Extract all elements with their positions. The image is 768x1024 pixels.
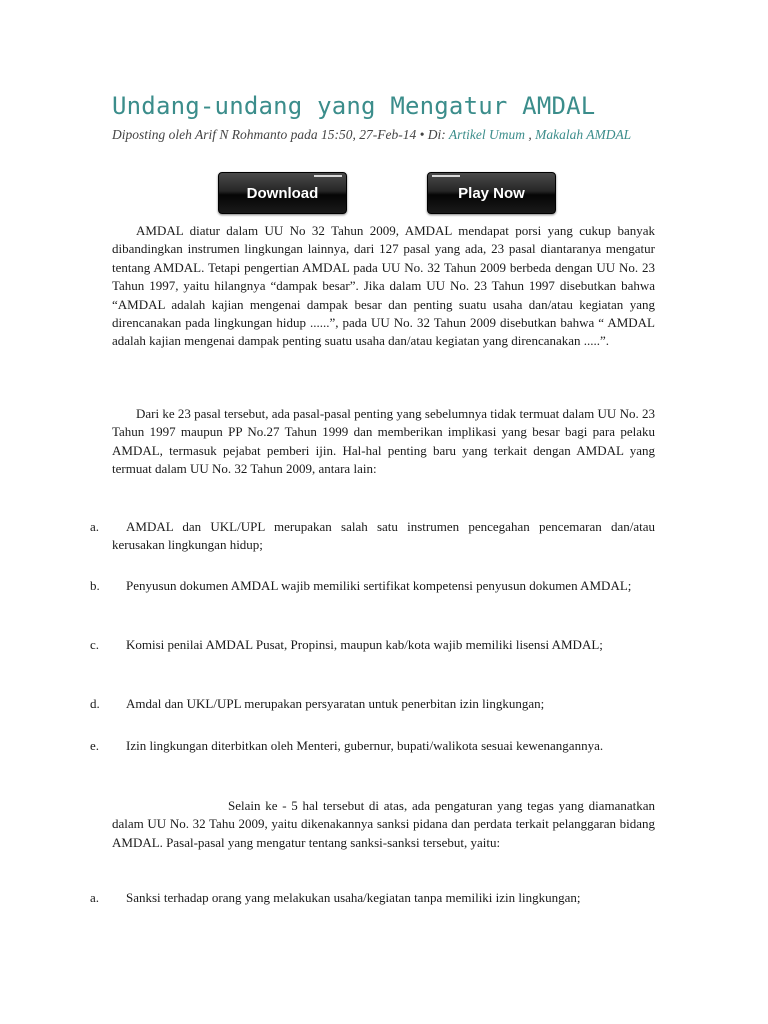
list-item xyxy=(90,889,655,907)
list-item xyxy=(90,695,655,713)
list-marker: b. xyxy=(90,578,100,593)
list-marker: c. xyxy=(90,637,100,652)
list-marker: a. xyxy=(90,890,100,905)
list-item-text: Komisi penilai AMDAL Pusat, Propinsi, maupun kab/kota wajib memiliki lisensi AMDAL; xyxy=(126,637,603,652)
download-button[interactable] xyxy=(218,172,347,214)
post-meta xyxy=(112,126,672,144)
post-author-date: Diposting oleh Arif N Rohmanto pada 15:50, 27-Feb-14 xyxy=(112,127,417,142)
list-item xyxy=(90,636,655,654)
list-item-text: Penyusun dokumen AMDAL wajib memiliki sertifikat kompetensi penyusun dokumen AMDAL; xyxy=(126,578,632,593)
list-item xyxy=(90,577,655,595)
list-item-text: Izin lingkungan diterbitkan oleh Menteri, gubernur, bupati/walikota sesuai kewenangannya. xyxy=(126,738,604,753)
category-separator: , xyxy=(524,127,536,142)
list-marker: d. xyxy=(90,696,100,711)
list-marker: e. xyxy=(90,738,100,753)
play-now-button-label: Play Now xyxy=(458,184,525,202)
meta-separator: • Di: xyxy=(416,127,449,142)
list-item-text: Sanksi terhadap orang yang melakukan usaha/kegiatan tanpa memiliki izin lingkungan; xyxy=(126,890,581,905)
page-title: Undang-undang yang Mengatur AMDAL xyxy=(112,92,596,120)
category-link-makalah-amdal[interactable]: Makalah AMDAL xyxy=(535,127,632,142)
list-item-text: AMDAL dan UKL/UPL merupakan salah satu instrumen pencegahan pencemaran dan/atau kerusakan lingkungan hidup; xyxy=(112,519,655,553)
play-now-button[interactable] xyxy=(427,172,556,214)
paragraph-sanksi: Selain ke - 5 hal tersebut di atas, ada pengaturan yang tegas yang diamanatkan dalam UU No. 32 Tahu 2009, yaitu dikenakannya sanksi pidana dan perdata terkait pelanggaran bidang AMDAL. Pasal-pasal yang mengatur tentang sanksi-sanksi tersebut, yaitu: xyxy=(112,798,655,850)
list-item xyxy=(90,737,655,755)
list-item xyxy=(90,518,655,555)
list-item-text: Amdal dan UKL/UPL merupakan persyaratan untuk penerbitan izin lingkungan; xyxy=(126,696,545,711)
paragraph-intro: AMDAL diatur dalam UU No 32 Tahun 2009, AMDAL mendapat porsi yang cukup banyak dibandingkan instrumen lingkungan lainnya, dari 127 pasal yang ada, 23 pasal diantaranya mengatur tentang AMDAL. Tetapi pengertian AMDAL pada UU No. 32 Tahun 2009 berbeda dengan UU No. 23 Tahun 1997, yaitu hilangnya “dampak besar”. Jika dalam UU No. 23 Tahun 1997 disebutkan bahwa “AMDAL adalah kajian mengenai dampak besar dan penting suatu usaha dan/atau kegiatan yang direncanakan pada lingkungan hidup ......”, pada UU No. 32 Tahun 2009 disebutkan bahwa “ AMDAL adalah kajian mengenai dampak penting suatu usaha dan/atau kegiatan yang direncanakan .....”. xyxy=(112,223,655,349)
list-marker: a. xyxy=(90,519,100,534)
download-button-label: Download xyxy=(246,184,319,202)
category-link-artikel-umum[interactable]: Artikel Umum xyxy=(448,127,525,142)
paragraph-pasal-penting: Dari ke 23 pasal tersebut, ada pasal-pasal penting yang sebelumnya tidak termuat dalam UU No. 23 Tahun 1997 maupun PP No.27 Tahun 1999 dan memberikan implikasi yang besar bagi para pelaku AMDAL, termasuk pejabat pemberi ijin. Hal-hal penting baru yang terkait dengan AMDAL yang termuat dalam UU No. 32 Tahun 2009, antara lain: xyxy=(112,406,655,477)
